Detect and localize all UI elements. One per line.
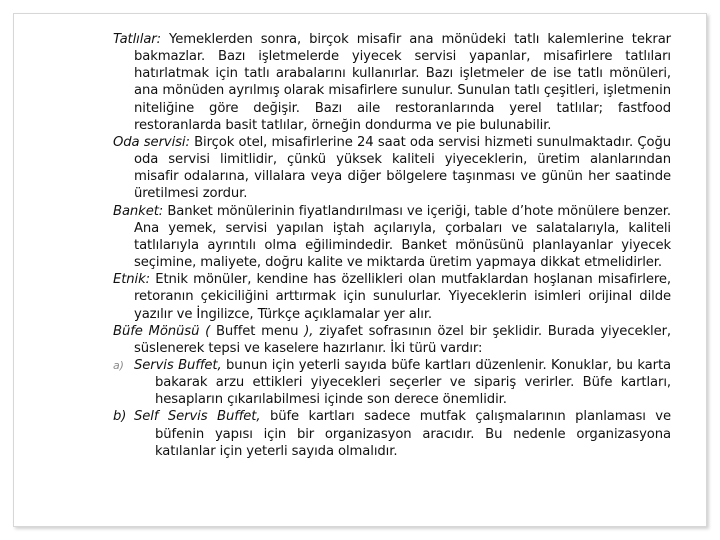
slide-body xyxy=(113,31,671,460)
paragraph-buffet xyxy=(113,323,671,357)
term-desserts: Tatlılar: xyxy=(113,32,161,47)
text-room-service: Birçok otel, misafirlerine 24 saat oda servisi hizmeti sunulmaktadır. Çoğu oda servisi limitlidir, çünkü yüksek kaliteli yiyeceklerin, üretim alanlarından misafir odalarına, villalara veya diğer bölgelere taşınması ve günün her saatinde üretilmesi zordur. xyxy=(134,134,671,202)
term-buffet-close: ), xyxy=(298,323,314,339)
paragraph-banquet xyxy=(113,203,671,272)
term-self-service-buffet: Self Servis Buffet, xyxy=(134,409,261,425)
paragraph-room-service xyxy=(113,134,671,203)
term-service-buffet: Servis Buffet, xyxy=(134,357,222,373)
list-marker-a: a) xyxy=(113,358,124,372)
term-buffet: Büfe Mönüsü ( xyxy=(113,323,216,339)
text-desserts: Yemeklerden sonra, birçok misafir ana mönüdeki tatlı kalemlerine tekrar bakmazlar. Bazı işletmelerde yiyecek servisi yapanlar, misafirlere tatlıları hatırlatmak için tatlı arabalarını kullanırlar. Bazı işletmeler de ise tatlı mönüleri, ana mönüden ayrılmış olarak misafirlere sunulur. Sunulan tatlı çeşitleri, işletmenin niteliğine göre değişir. Bazı aile restoranlarında yerel tatlılar; fastfood restoranlarda basit tatlılar, örneğin dondurma ve pie bulunabilir. xyxy=(134,32,671,133)
text-self-service-buffet: büfe kartları sadece mutfak çalışmalarının planlaması ve büfenin yapısı için bir organizasyon aracıdır. Bu nedenle organizasyona katılanlar için yeterli sayıda olmalıdır. xyxy=(155,409,672,459)
paragraph-ethnic xyxy=(113,271,671,322)
paragraph-desserts xyxy=(113,31,671,134)
text-buffet: ziyafet sofrasının özel bir şeklidir. Burada yiyecekler, süslenerek tepsi ve kaselere hazırlanır. İki türü vardır: xyxy=(134,323,672,356)
term-ethnic: Etnik: xyxy=(113,272,151,288)
term-buffet-english: Buffet menu xyxy=(215,323,299,339)
text-ethnic: Etnik mönüler, kendine has özellikleri olan mutfaklardan hoşlanan misafirlere, retoranın çekiciliğini arttırmak için sunulurlar. Yiyeceklerin isimleri orijinal dilde yazılır ve İngilizce, Türkçe açıklamalar yer alır. xyxy=(134,272,671,322)
list-marker-b: b) xyxy=(113,409,127,425)
term-banquet: Banket: xyxy=(113,203,164,219)
text-service-buffet: bunun için yeterli sayıda büfe kartları düzenlenir. Konuklar, bu karta bakarak arzu ettikleri yiyecekleri seçerler ve sipariş verirler. Büfe kartları, hesapların çıkarılabilmesi içinde son derece önemlidir. xyxy=(155,357,671,408)
term-room-service: Oda servisi: xyxy=(113,134,190,150)
paragraph-service-buffet xyxy=(113,357,671,408)
text-banquet: Banket mönülerinin fiyatlandırılması ve içeriği, table d’hote mönülere benzer. Ana yemek, servisi yapılan iştah açılarıyla, çorbaları ve salatalarıyla, kaliteli tatlılarıyla ayrıntılı olma eğilimindedir. Banket mönüsünü planlayanlar yiyecek seçimine, maliyete, doğru kalite ve miktarda üretim yapmaya dikkat etmelidirler. xyxy=(134,203,671,271)
paragraph-self-service-buffet xyxy=(113,408,671,459)
